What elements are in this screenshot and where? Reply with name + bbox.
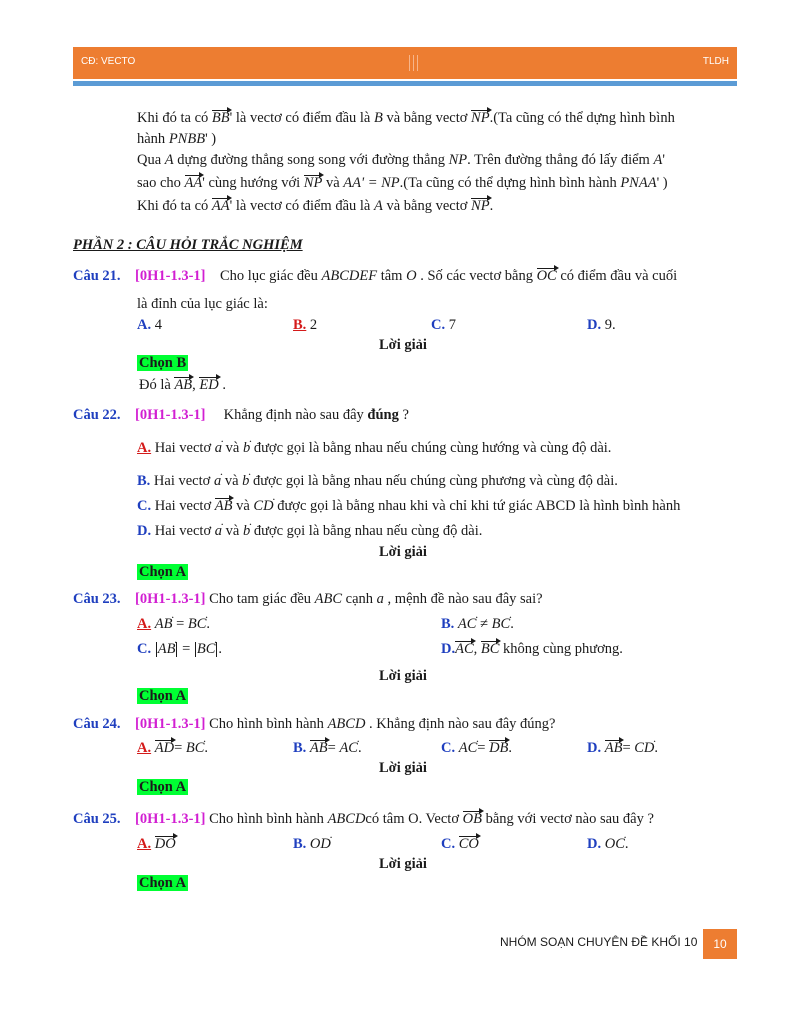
header-divider <box>413 55 414 71</box>
q22-option-d: D. Hai vectơ a . và b . được gọi là bằng nhau nếu cùng độ dài. <box>137 523 482 540</box>
q21-answer: Chọn B <box>139 355 187 371</box>
q23-option-c: C. AB . = BC . . <box>137 641 222 658</box>
q22-answer: Chọn A <box>139 564 187 580</box>
q21-explanation: Đó là AB, ED . <box>139 377 226 393</box>
header-divider <box>409 55 410 71</box>
intro-line-1: Khi đó ta có BB' là vectơ có điểm đầu là B và bằng vectơ NP.(Ta cũng có thể dựng hình bình <box>137 110 675 126</box>
q22-option-c: C. Hai vectơ AB và CD . được gọi là bằng nhau khi và chỉ khi tứ giác ABCD là hình bình hành <box>137 498 680 515</box>
header-rule <box>73 81 737 86</box>
intro-line-3: Qua A dựng đường thẳng song song với đường thẳng NP. Trên đường thẳng đó lấy điểm A' <box>137 152 665 168</box>
intro-line-2: hành PNBB' ) <box>137 131 217 147</box>
footer-text: NHÓM SOẠN CHUYÊN ĐỀ KHỐI 10 <box>500 935 698 949</box>
question-21: Câu 21. [0H1-1.3-1] Cho lục giác đều ABCDEF tâm O . Số các vectơ bằng OC có điểm đầu và cuối <box>73 268 678 284</box>
q24-option-d: D. AB= CD .. <box>587 740 658 757</box>
q21-solution-label: Lời giải <box>379 337 427 353</box>
header-title: CĐ: VECTO <box>81 56 136 67</box>
intro-line-5: Khi đó ta có AA' là vectơ có điểm đầu là A và bằng vectơ NP. <box>137 198 494 214</box>
q25-option-a: A. DO <box>137 836 176 852</box>
part-heading: PHẦN 2 : CÂU HỎI TRẮC NGHIỆM <box>73 237 303 253</box>
q25-option-c: C. CO <box>441 836 479 852</box>
header-author: TLDH <box>702 56 729 67</box>
q24-option-a: A. AD= BC .. <box>137 740 208 757</box>
q24-option-c: C. AC .= DB. <box>441 740 512 757</box>
q25-answer: Chọn A <box>139 875 187 891</box>
q22-option-b: B. Hai vectơ a . và b . được gọi là bằng nhau nếu chúng cùng phương và cùng độ dài. <box>137 473 618 490</box>
page-header <box>73 47 737 79</box>
q21-option-b: B. 2 <box>293 317 318 333</box>
q23-solution-label: Lời giải <box>379 668 427 684</box>
q21-option-c: C. 7 <box>431 317 456 333</box>
q25-option-b: B. OD . <box>293 836 331 853</box>
q24-answer: Chọn A <box>139 779 187 795</box>
q23-option-a: A. AB . = BC .. <box>137 616 210 633</box>
q25-solution-label: Lời giải <box>379 856 427 872</box>
header-divider <box>417 55 418 71</box>
intro-line-4: sao cho AA' cùng hướng với NP và AA' = NP.(Ta cũng có thể dựng hình bình hành PNAA' ) <box>137 175 668 191</box>
q24-option-b: B. AB= AC .. <box>293 740 362 757</box>
q22-option-a: A. Hai vectơ a . và b . được gọi là bằng nhau nếu chúng cùng hướng và cùng độ dài. <box>137 440 611 457</box>
question-22: Câu 22. [0H1-1.3-1] Khẳng định nào sau đây đúng ? <box>73 407 409 423</box>
question-24: Câu 24. [0H1-1.3-1] Cho hình bình hành ABCD . Khẳng định nào sau đây đúng? <box>73 716 556 732</box>
page-number: 10 <box>703 929 737 959</box>
q23-option-d: D.AC, BC không cùng phương. <box>441 641 623 657</box>
q25-option-d: D. OC .. <box>587 836 629 853</box>
question-21-line2: là đỉnh của lục giác là: <box>137 296 268 312</box>
q21-option-a: A. 4 <box>137 317 162 333</box>
q23-answer: Chọn A <box>139 688 187 704</box>
question-25: Câu 25. [0H1-1.3-1] Cho hình bình hành ABCDcó tâm O. Vectơ OB bằng với vectơ nào sau đây ? <box>73 811 654 827</box>
question-23: Câu 23. [0H1-1.3-1] Cho tam giác đều ABC cạnh a , mệnh đề nào sau đây sai? <box>73 591 543 607</box>
q24-solution-label: Lời giải <box>379 760 427 776</box>
q21-option-d: D. 9. <box>587 317 616 333</box>
q22-solution-label: Lời giải <box>379 544 427 560</box>
q23-option-b: B. AC . ≠ BC .. <box>441 616 514 633</box>
